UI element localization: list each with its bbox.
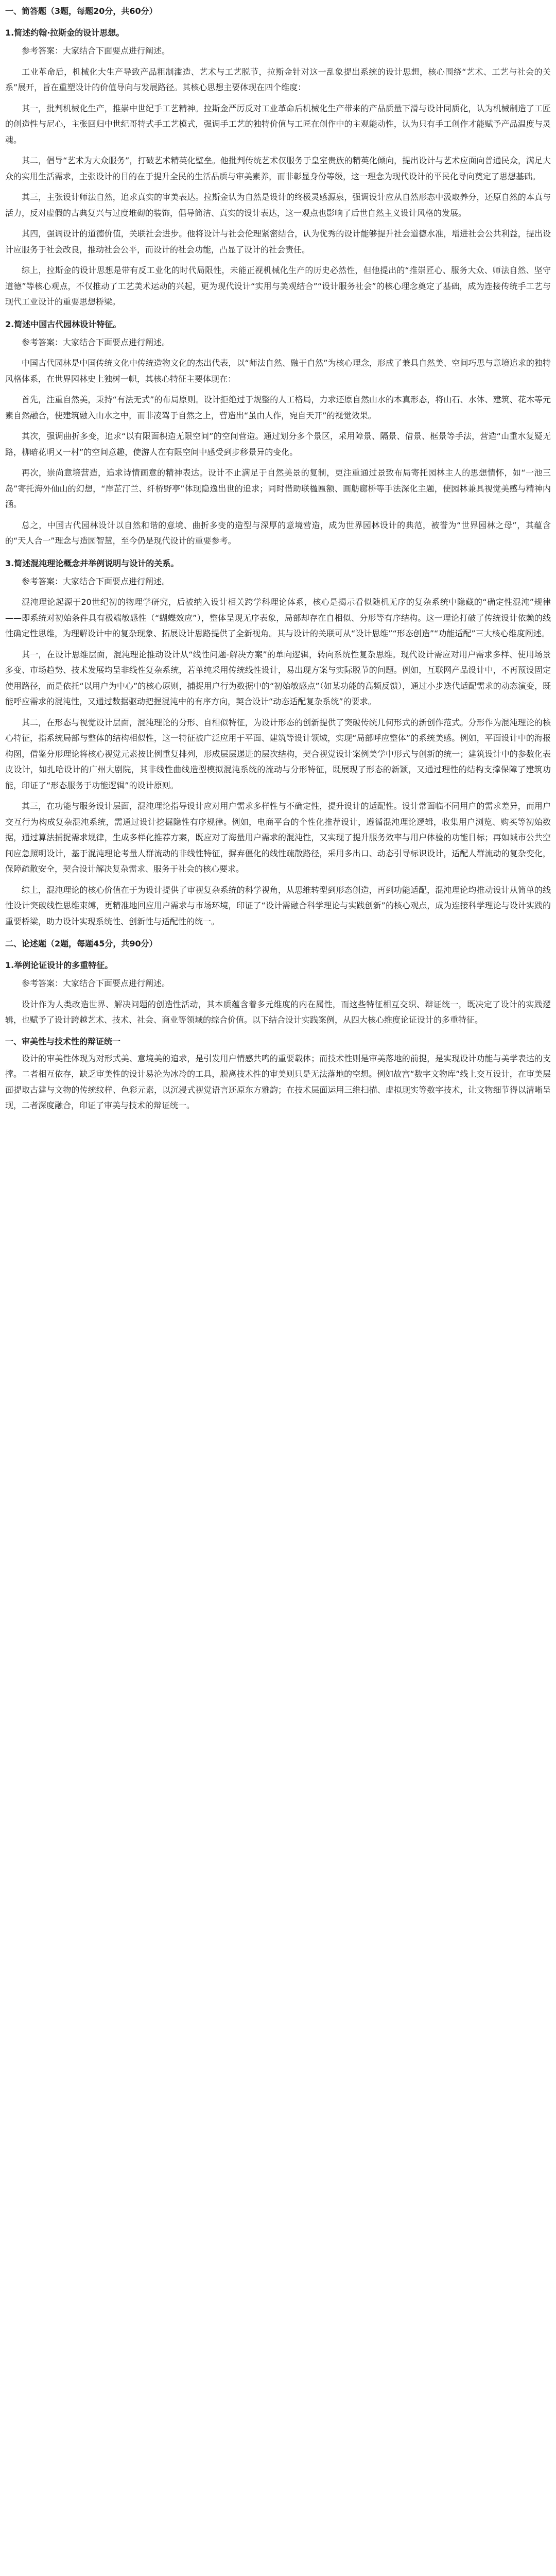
paragraph: 其一，批判机械化生产，推崇中世纪手工艺精神。拉斯金严厉反对工业革命后机械化生产带来的产品质量下滑与设计同质化，认为机械制造了工匠的创造性与尼心，主张回归中世纪哥特式手工艺模式，强调手工艺的独特价值与工匠在创作中的主观能动性，认为只有手工创作才能赋予产品温度与灵魂。 — [5, 103, 551, 145]
paragraph: 其二，在形态与视觉设计层面，混沌理论的分形、自相似特征，为设计形态的创新提供了突破传统几何形式的新创作范式。分形作为混沌理论的核心特征，指系统局部与整体的结构相似性，这一特征被广泛应用于平面、建筑等设计领域，实现“局部呼应整体”的系统美感。例如，平面设计中的海报构图，借鉴分形理论将核心视觉元素按比例重复排列，形成层层递进的层次结构，契合视觉设计案例美学中形式与创新的统一；建筑设计中的参数化表皮设计，如扎哈设计的广州大剧院，其非线性曲线造型模拟混沌系统的流动与分形特征，既展现了形态的新颖，又通过理性的结构支撑保障了建筑功能，印证了“形态服务于功能逻辑”的设计原则。 — [5, 717, 551, 790]
paragraph: 其四，强调设计的道德价值，关联社会进步。他将设计与社会伦理紧密结合，认为优秀的设计能够提升社会道德水准，增进社会公共利益，提出设计应服务于社会改良，推动社会公平，而设计的社会功能，凸显了设计的社会责任。 — [5, 229, 551, 255]
question-title: 1.举例论证设计的多重特征。 — [5, 960, 113, 970]
paragraph: 设计的审美性体现为对形式美、意境美的追求，是引发用户情感共鸣的重要载体；而技术性则是审美落地的前提，是实现设计功能与美学表达的支撑。二者相互依存，缺乏审美性的设计易沦为冰冷的工具，脱离技术性的审美则只是无法落地的空想。例如故宫“数字文物库”线上交互设计，在审美层面提取古建与文物的传统纹样、色彩元素，以沉浸式视觉语言还原东方雅韵；在技术层面运用三维扫描、虚拟现实等数字技术，让文物细节得以清晰呈现，二者深度融合，印证了审美与技术的辩证统一。 — [5, 1053, 551, 1110]
section-2-title: 二、论述题（2题，每题45分，共90分） — [5, 939, 158, 948]
paragraph: 参考答案：大家结合下面要点进行阐述。 — [22, 978, 170, 988]
paragraph: 混沌理论起源于20世纪初的物理学研究，后被纳入设计相关跨学科理论体系，核心是揭示看似随机无序的复杂系统中隐藏的“确定性混沌”规律——即系统对初始条件具有极端敏感性（“蝴蝶效应”），整体呈现无序表象，局部却存在自相似、分形等有序结构。这一理论打破了传统设计依赖的线性确定性思维，为理解设计中的复杂现象、拓展设计思路提供了全新视角。其与设计的关联可从“设计思维”“形态创造”“功能适配”三大核心维度阐述。 — [5, 597, 551, 638]
question-title: 2.简述中国古代园林设计特征。 — [5, 319, 121, 329]
question-title: 1.简述约翰·拉斯金的设计思想。 — [5, 28, 125, 38]
paragraph: 中国古代园林是中国传统文化中传统造物文化的杰出代表，以“师法自然、融于自然”为核心理念，形成了兼具自然美、空间巧思与意境追求的独特风格体系，在世界园林史上独树一帜，其核心特征主要体现在： — [5, 358, 551, 384]
paragraph: 设计作为人类改造世界、解决问题的创造性活动，其本质蕴含着多元维度的内在属性，而这些特征相互交织、辩证统一，既决定了设计的实践逻辑，也赋予了设计跨越艺术、技术、社会、商业等领域的综合价值。以下结合设计实践案例，从四大核心维度论证设计的多重特征。 — [5, 999, 551, 1025]
section-1-title: 一、简答题（3题，每题20分，共60分） — [5, 6, 158, 16]
paragraph: 参考答案：大家结合下面要点进行阐述。 — [22, 576, 170, 586]
question-2 — [5, 317, 551, 549]
question-1 — [5, 26, 551, 310]
paragraph: 再次，崇尚意境营造，追求诗情画意的精神表达。设计不止满足于自然美景的复制，更注重通过景致布局寄托园林主人的思想情怀，如“一池三岛”寄托海外仙山的幻想，“岸芷汀兰、纤桥野亭”体现隐逸出世的追求；同时借助联楹匾额、画舫廊桥等手法深化主题，使园林兼具视觉美感与精神内涵。 — [5, 468, 551, 509]
paragraph: 参考答案：大家结合下面要点进行阐述。 — [22, 337, 170, 347]
question-title: 3.简述混沌理论概念并举例说明与设计的关系。 — [5, 558, 179, 568]
paragraph: 其一，在设计思维层面，混沌理论推动设计从“线性问题-解决方案”的单向逻辑，转向系统性复杂思维。现代设计需应对用户需求多样、使用场景多变、市场趋势、技术发展均呈非线性复杂系统，若单纯采用传统线性设计，易出现方案与实际脱节的问题。例如，互联网产品设计中，不再预设固定使用路径，而是依托“以用户为中心”的核心原则，捕捉用户行为数据中的“初始敏感点”（如某功能的高频反馈），通过小步迭代适配需求的动态演变，既能呼应需求的混沌性，又通过数据驱动把握混沌中的有序方向，契合设计“动态适配复杂系统”的要求。 — [5, 649, 551, 706]
paragraph: 其三，在功能与服务设计层面，混沌理论指导设计应对用户需求多样性与不确定性，提升设计的适配性。设计常面临不同用户的需求差异，而用户交互行为构成复杂混沌系统，需通过设计挖掘隐性有序规律。例如，电商平台的个性化推荐设计，遵循混沌理论逻辑，收集用户浏览、购买等初始数据，通过算法捕捉需求规律，生成多样化推荐方案，既应对了海量用户需求的混沌性，又实现了提升服务效率与用户体验的功能目标；再如城市公共空间应急照明设计，基于混沌理论考量人群流动的非线性特征，摒弃僵化的线性疏散路径，采用多出口、动态引导标识设计，适配人群流动的复杂变化，保障疏散安全，契合设计解决复杂需求、服务于社会的核心要求。 — [5, 801, 551, 874]
paragraph: 其二，倡导“艺术为大众服务”，打破艺术精英化壁垒。他批判传统艺术仅服务于皇室贵族的精英化倾向，提出设计与艺术应面向普通民众，满足大众的实用生活需求，主张设计的目的在于提升全民的生活品质与审美素养，而非彰显身份等级，这一理念为现代设计的平民化导向奠定了思想基础。 — [5, 156, 551, 181]
paragraph: 首先，注重自然美，秉持“有法无式”的布局原则。设计拒绝过于规整的人工格局，力求还原自然山水的本真形态，将山石、水体、建筑、花木等元素自然融合，使建筑融入山水之中，而非凌驾于自然之上，营造出“虽由人作，宛自天开”的视觉效果。 — [5, 395, 551, 420]
essay-question-1 — [5, 958, 551, 1114]
paragraph: 其次，强调曲折多变，追求“以有限面积造无限空间”的空间营造。通过划分多个景区，采用障景、隔景、借景、框景等手法，营造“山重水复疑无路，柳暗花明又一村”的空间意趣，使游人在有限空间中感受到步移景异的变化。 — [5, 431, 551, 457]
question-3 — [5, 556, 551, 930]
paragraph: 其三，主张设计师法自然，追求真实的审美表达。拉斯金认为自然是设计的终极灵感源泉，强调设计应从自然形态中汲取养分，还原自然的本真与活力，反对虚假的古典复兴与过度堆砌的装饰，倡导简洁、真实的设计表达，这一观点也影响了后世自然主义设计风格的发展。 — [5, 192, 551, 218]
document-page — [0, 0, 556, 1114]
paragraph: 综上，混沌理论的核心价值在于为设计提供了审视复杂系统的科学视角，从思维转型到形态创造，再到功能适配，混沌理论均推动设计从简单的线性设计突破线性思维束缚，更精准地回应用户需求与市场环境，印证了“设计需融合科学理论与实践创新”的核心观点，成为连接科学理论与设计实践的重要桥梁，助力设计实现系统性、创新性与适配性的统一。 — [5, 885, 551, 926]
paragraph: 工业革命后，机械化大生产导致产品粗制滥造、艺术与工艺脱节，拉斯金针对这一乱象提出系统的设计思想，核心围绕“艺术、工艺与社会的关系”展开，旨在重塑设计的价值导向与发展路径。其核心思想主要体现在四个维度： — [5, 66, 551, 92]
paragraph: 总之，中国古代园林设计以自然和谐的意境、曲折多变的造型与深厚的意境营造，成为世界园林设计的典范，被誉为“世界园林之母”，其蕴含的“天人合一”理念与造园智慧，至今仍是现代设计的重要参考。 — [5, 520, 551, 546]
paragraph: 综上，拉斯金的设计思想是带有反工业化的时代局限性，未能正视机械化生产的历史必然性，但他提出的“推崇匠心、服务大众、师法自然、坚守道德”等核心观点，不仅推动了工艺美术运动的兴起，更为现代设计“实用与美观结合”“设计服务社会”的核心理念奠定了基础，成为连接传统手工艺与现代工业设计的重要思想桥梁。 — [5, 265, 551, 307]
paragraph: 参考答案：大家结合下面要点进行阐述。 — [22, 46, 170, 56]
subsection-title: 一、审美性与技术性的辩证统一 — [5, 1036, 121, 1046]
